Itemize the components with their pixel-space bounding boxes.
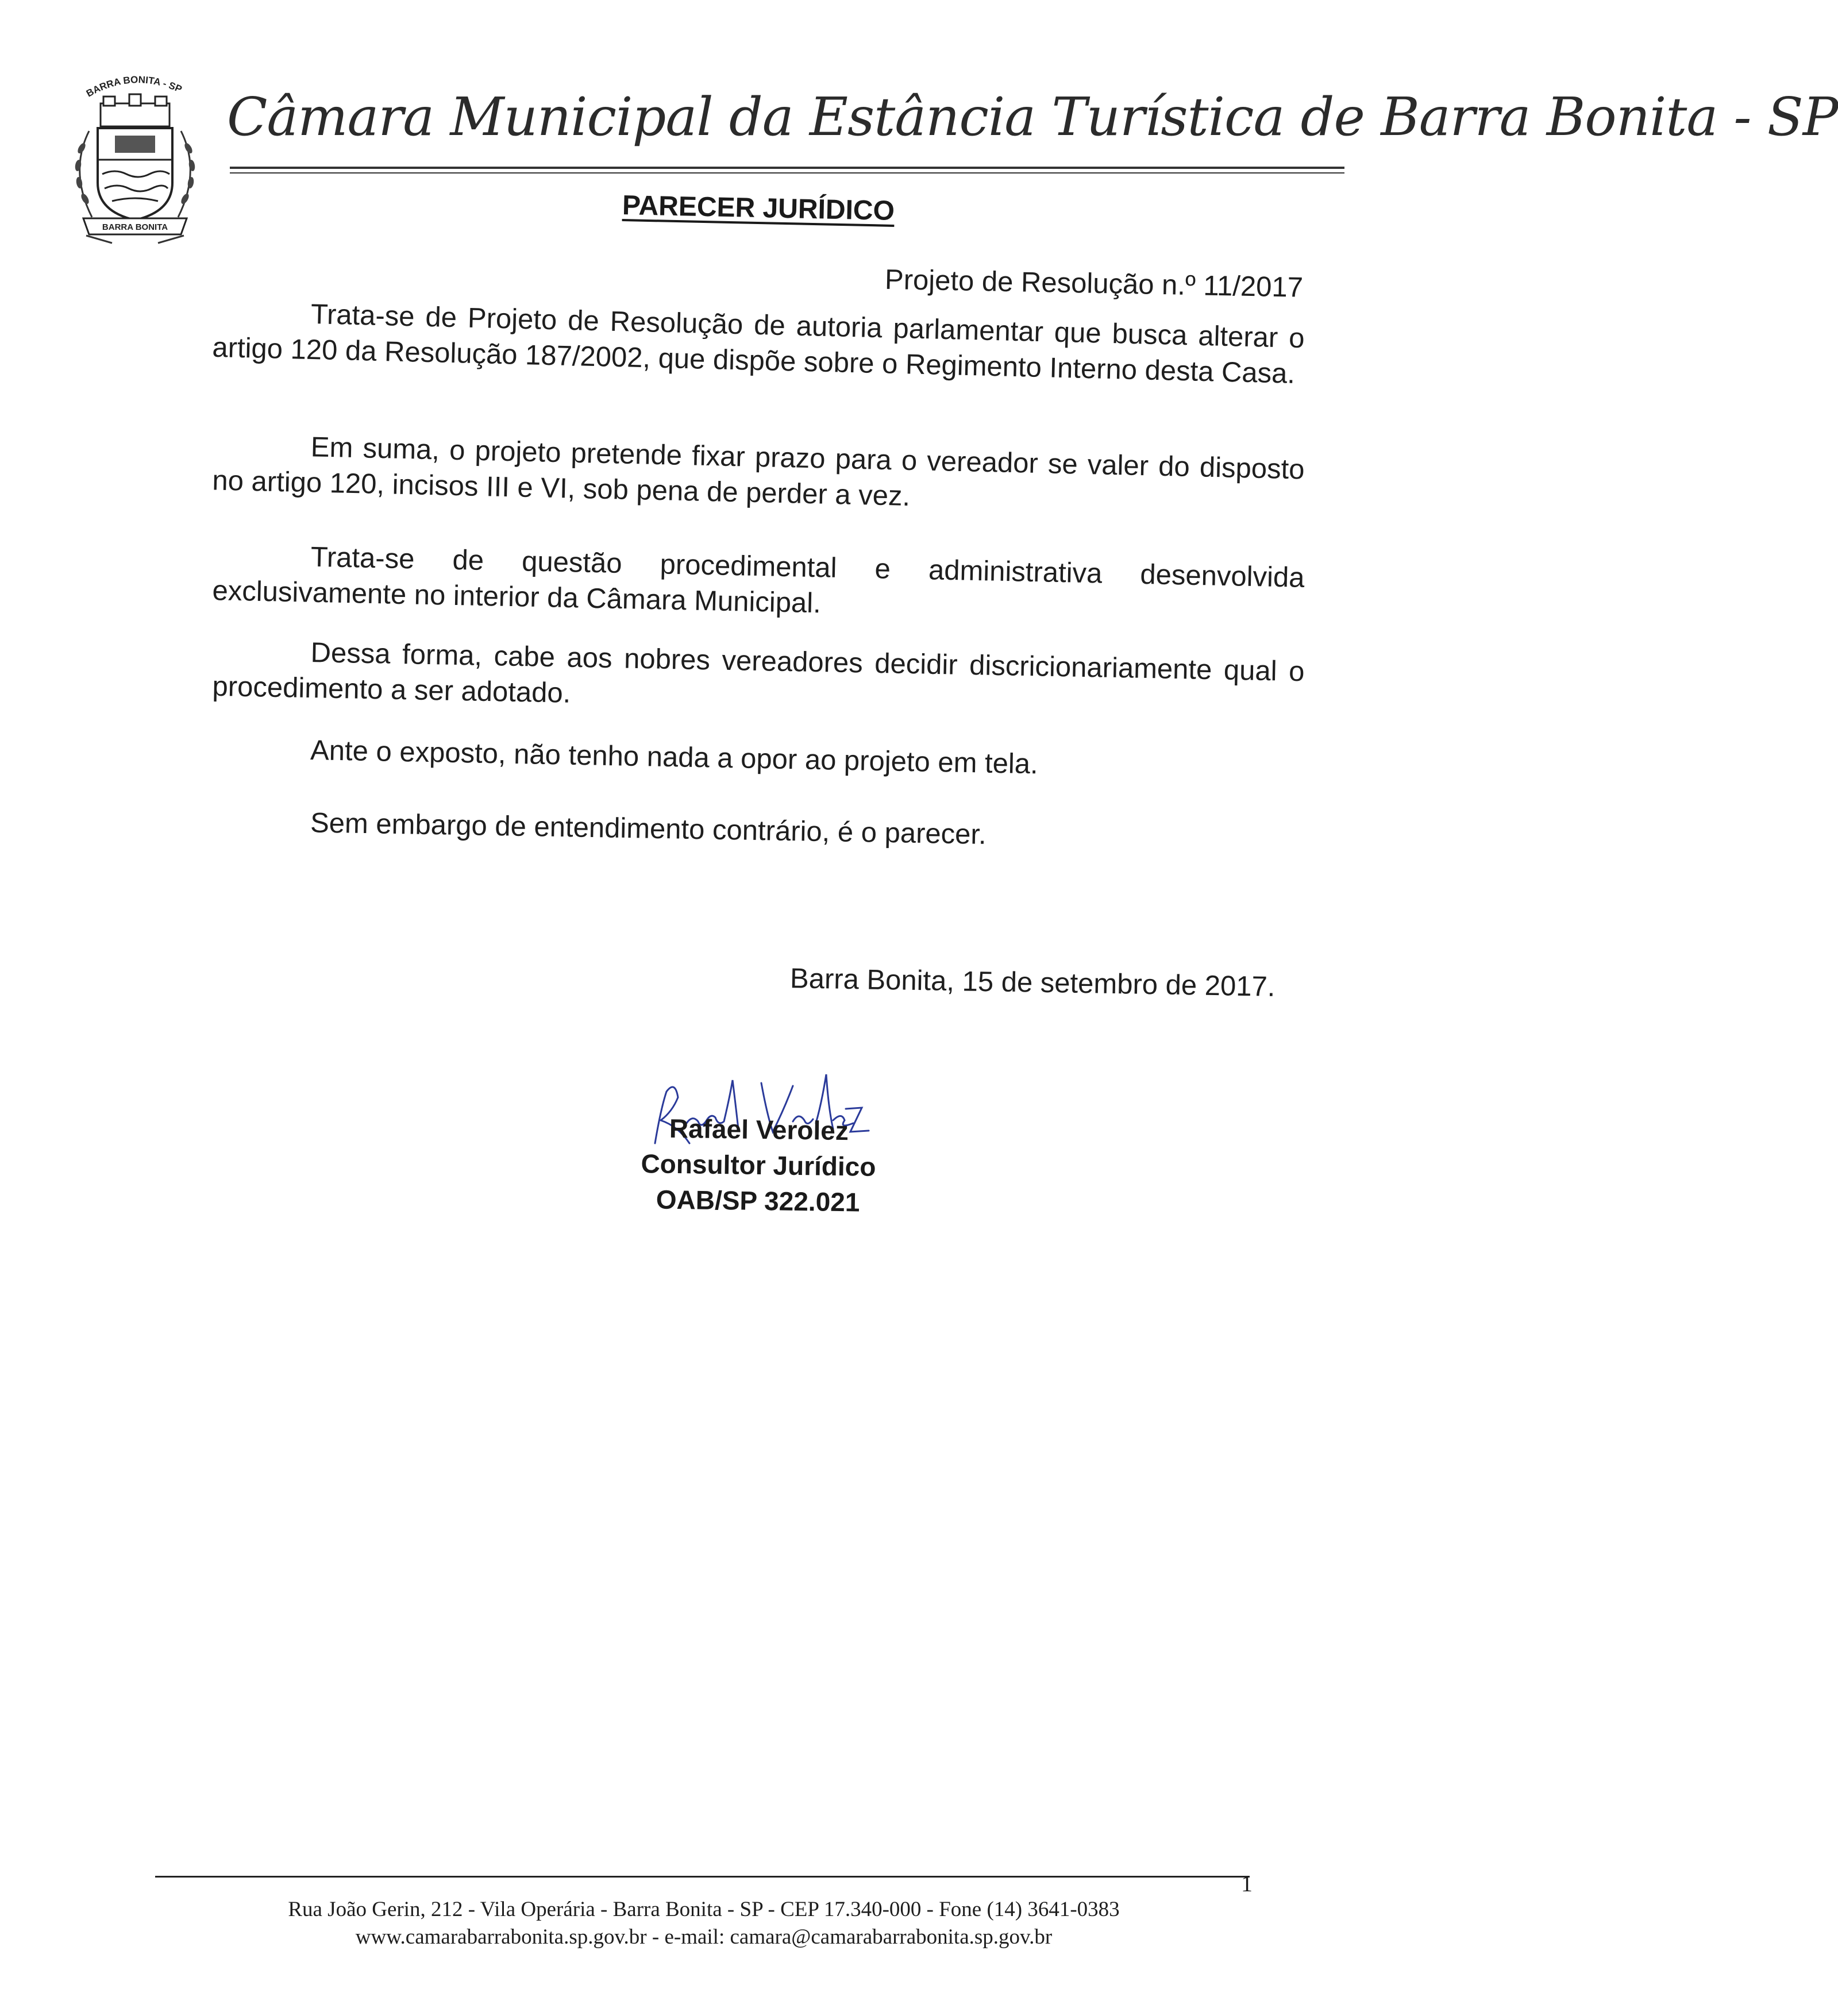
page-number: 1	[1241, 1871, 1253, 1896]
footer	[144, 1896, 1264, 1951]
paragraph-1: Trata-se de Projeto de Resolução de autoria parlamentar que busca alterar o artigo 120 da Resolução 187/2002, que dispõe sobre o Regimento Interno desta Casa.	[211, 298, 1305, 390]
document-title: PARECER JURÍDICO	[622, 190, 895, 226]
paragraph-2: Em suma, o projeto pretende fixar prazo para o vereador se valer do disposto no artigo 120, incisos III e VI, sob pena de perder a vez.	[211, 431, 1305, 512]
crest-top-text: BARRA BONITA - SP	[84, 74, 184, 99]
paragraph-5: Ante o exposto, não tenho nada a opor ao projeto em tela.	[310, 735, 1039, 780]
footer-divider	[155, 1876, 1250, 1878]
paragraph-4: Dessa forma, cabe aos nobres vereadores decidir discricionariamente qual o procedimento a ser adotado.	[212, 637, 1305, 709]
municipal-crest-logo	[57, 68, 213, 246]
footer-address: Rua João Gerin, 212 - Vila Operária - Barra Bonita - SP - CEP 17.340-000 - Fone (14) 3641-0383	[288, 1898, 1120, 1921]
signature-block	[574, 1109, 943, 1221]
crest-banner-text: BARRA BONITA	[102, 222, 168, 232]
institution-name: Câmara Municipal da Estância Turística de Barra Bonita - SP	[227, 86, 1838, 148]
signatory-name: Rafael Verolez	[669, 1113, 849, 1146]
footer-web-contact: www.camarabarrabonita.sp.gov.br - e-mail: camara@camarabarrabonita.sp.gov.br	[355, 1925, 1053, 1949]
paragraph-3: Trata-se de questão procedimental e administrativa desenvolvida exclusivamente no interior da Câmara Municipal.	[211, 541, 1305, 619]
place-and-date: Barra Bonita, 15 de setembro de 2017.	[789, 963, 1276, 1003]
signatory-role: Consultor Jurídico	[641, 1148, 876, 1182]
signatory-registration: OAB/SP 322.021	[656, 1184, 860, 1217]
paragraph-6: Sem embargo de entendimento contrário, é o parecer.	[310, 807, 987, 850]
header-divider	[230, 167, 1344, 174]
project-reference: Projeto de Resolução n.º 11/2017	[884, 264, 1304, 303]
